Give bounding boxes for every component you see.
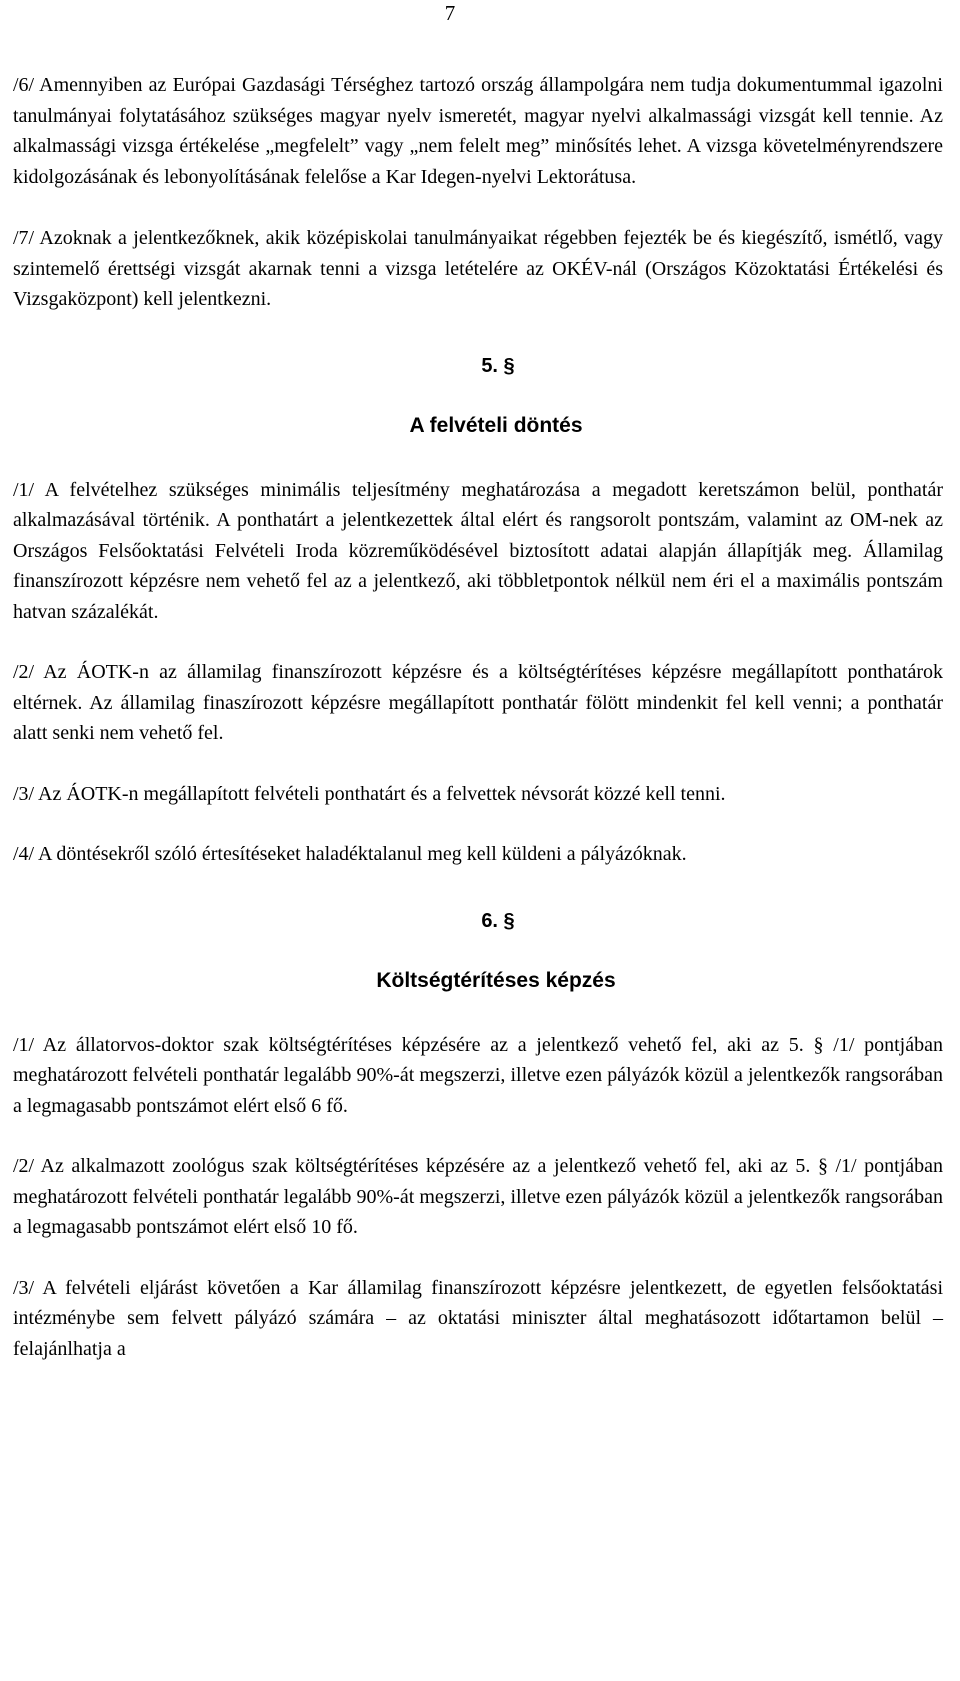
section-5-number: 5. § xyxy=(481,354,515,377)
page-content xyxy=(13,70,943,1364)
section-5-paragraph-4: /4/ A döntésekről szóló értesítéseket haladéktalanul meg kell küldeni a pályázóknak. xyxy=(13,843,687,865)
paragraph-7: /7/ Azoknak a jelentkezőknek, akik középiskolai tanulmányaikat régebben fejezték be és kiegészítő, ismétlő, vagy szintemelő érettségi vizsgát akarnak tenni a vizsga letételére az OKÉV-nál (Országos Közoktatási Értékelési és Vizsgaközpont) kell jelentkezni. xyxy=(13,227,943,310)
section-6-title: Költségtérítéses képzés xyxy=(376,968,616,992)
section-5-paragraph-1: /1/ A felvételhez szükséges minimális teljesítmény meghatározása a megadott keretszámon belül, ponthatár alkalmazásával történik. A ponthatárt a jelentkezettek által elért és rangsorolt pontszám, valamint az OM-nek az Országos Felsőoktatási Felvételi Iroda közreműködésével biztosított adatai alapján állapítják meg. Államilag finanszírozott képzésre nem vehető fel az a jelentkező, aki többletpontok nélkül nem éri el a maximális pontszám hatvan százalékát. xyxy=(13,478,943,623)
spacer xyxy=(13,627,943,657)
spacer xyxy=(13,749,943,779)
page-number: 7 xyxy=(444,1,456,25)
section-5-paragraph-3: /3/ Az ÁOTK-n megállapított felvételi ponthatárt és a felvettek névsorát közzé kell tenni. xyxy=(13,782,726,805)
section-6-paragraph-3: /3/ A felvételi eljárást követően a Kar államilag finanszírozott képzésre jelentkezett, de egyetlen felsőoktatási intézménybe sem felvett pályázó számára – az oktatási miniszter által meghatásozott időtartamon belül – felajánlhatja a xyxy=(13,1276,943,1360)
spacer xyxy=(13,192,943,223)
section-6-paragraph-2: /2/ Az alkalmazott zoológus szak költségtérítéses képzésére az a jelentkező vehető fel, aki az 5. § /1/ pontjában meghatározott felvételi ponthatár legalább 90%-át megszerzi, illetve ezen pályázók közül a jelentkezők rangsorában a legmagasabb pontszámot elért első 10 fő. xyxy=(13,1155,943,1238)
section-6-paragraph-1: /1/ Az állatorvos-doktor szak költségtérítéses képzésére az a jelentkező vehető fel, aki az 5. § /1/ pontjában meghatározott felvételi ponthatár legalább 90%-át megszerzi, illetve ezen pályázók közül a jelentkezők rangsorában a legmagasabb pontszámot elért első 6 fő. xyxy=(13,1033,943,1117)
spacer xyxy=(13,1243,943,1273)
paragraph-6: /6/ Amennyiben az Európai Gazdasági Térséghez tartozó ország állampolgára nem tudja dokumentummal igazolni tanulmányai folytatásához szükséges magyar nyelv ismeretét, magyar nyelvi alkalmassági vizsgát kell tennie. Az alkalmassági vizsga értékelése „megfelelt” vagy „nem felelt meg” minősítés lehet. A vizsga követelményrendszere kidolgozásának és lebonyolításának felelőse a Kar Idegen-nyelvi Lektorátusa. xyxy=(13,74,943,188)
section-5-title: A felvételi döntés xyxy=(409,413,583,437)
section-6-number: 6. § xyxy=(481,909,515,932)
spacer xyxy=(13,1121,943,1151)
section-5-paragraph-2: /2/ Az ÁOTK-n az államilag finanszírozott képzésre és a költségtérítéses képzésre megállapított ponthatárok eltérnek. Az államilag finaszírozott képzésre megállapított ponthatár fölött mindenkit fel kell venni; a ponthatár alatt senki nem vehető fel. xyxy=(13,661,943,744)
spacer xyxy=(13,809,943,839)
